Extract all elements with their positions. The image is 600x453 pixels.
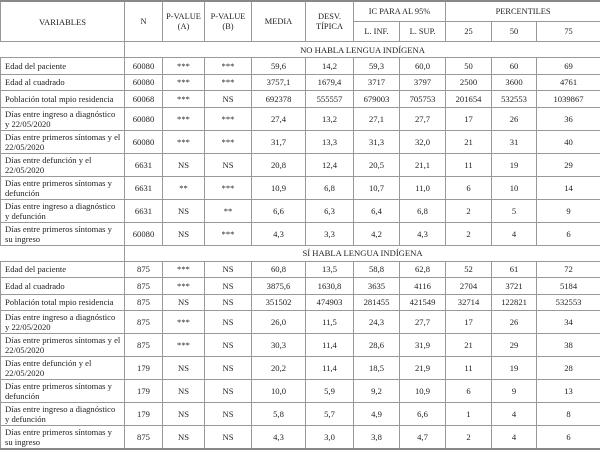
table-cell: 5184 (537, 278, 600, 295)
table-row (1, 311, 600, 334)
table-cell: 24,3 (354, 311, 400, 334)
table-cell: 60,0 (400, 58, 446, 75)
table-cell: 6 (446, 380, 492, 403)
table-cell: 60080 (125, 130, 163, 153)
table-cell: 17 (446, 311, 492, 334)
table-cell: 10,9 (400, 380, 446, 403)
table-cell: 18,5 (354, 357, 400, 380)
table-cell: 29 (537, 153, 600, 176)
table-cell: NS (163, 294, 205, 311)
table-cell: 4761 (537, 74, 600, 91)
table-cell: 6,6 (252, 199, 306, 222)
table-cell: 179 (125, 357, 163, 380)
table-cell: 11,0 (400, 176, 446, 199)
table-cell: NS (205, 261, 252, 278)
variable-name: Días entre ingreso a diagnóstico y defunción (1, 403, 125, 426)
header-desv-line1: DESV. (318, 11, 341, 21)
section-row (1, 42, 600, 58)
header-p50: 50 (492, 22, 537, 42)
table-cell: ** (205, 199, 252, 222)
table-cell: 6,8 (306, 176, 354, 199)
table-cell: 179 (125, 380, 163, 403)
table-cell: NS (163, 380, 205, 403)
table-cell: NS (205, 153, 252, 176)
table-cell: 5 (492, 199, 537, 222)
table-cell: 60068 (125, 91, 163, 108)
table-cell: 2 (446, 426, 492, 450)
table-row (1, 294, 600, 311)
table-cell: 30,3 (252, 334, 306, 357)
table-row (1, 91, 600, 108)
table-cell: 6,6 (400, 403, 446, 426)
header-p-value-a-line2: (A) (177, 21, 190, 31)
table-cell: NS (205, 311, 252, 334)
table-cell: 875 (125, 334, 163, 357)
table-cell: 281455 (354, 294, 400, 311)
table-cell: 532553 (537, 294, 600, 311)
table-cell: 13,3 (306, 130, 354, 153)
table-row (1, 380, 600, 403)
table-cell: 705753 (400, 91, 446, 108)
section-blank-cell (1, 42, 125, 58)
table-cell: NS (205, 403, 252, 426)
table-cell: *** (163, 311, 205, 334)
variable-name: Población total mpio residencia (1, 294, 125, 311)
variable-name: Días entre ingreso a diagnóstico y 22/05/2020 (1, 107, 125, 130)
table-cell: 60080 (125, 222, 163, 245)
table-cell: 4 (492, 403, 537, 426)
header-ic: IC PARA AL 95% (354, 1, 446, 22)
table-header (1, 1, 600, 42)
table-cell: 19 (492, 357, 537, 380)
table-cell: 875 (125, 426, 163, 450)
table-cell: *** (163, 278, 205, 295)
table-cell: NS (163, 403, 205, 426)
table-cell: 3875,6 (252, 278, 306, 295)
table-cell: NS (163, 426, 205, 450)
table-cell: 21 (446, 130, 492, 153)
table-cell: 36 (537, 107, 600, 130)
header-desv-line2: TÍPICA (316, 21, 343, 31)
table-cell: 3600 (492, 74, 537, 91)
header-p-value-b-line1: P-VALUE (210, 11, 246, 21)
header-media: MEDIA (252, 1, 306, 42)
variable-name: Días entre primeros síntomas y su ingreso (1, 222, 125, 245)
header-p-value-a-line1: P-VALUE (166, 11, 201, 21)
table-cell: 1630,8 (306, 278, 354, 295)
table-row (1, 199, 600, 222)
table-cell: 28,6 (354, 334, 400, 357)
table-cell: NS (205, 294, 252, 311)
table-cell: 13 (537, 380, 600, 403)
table-cell: 1039867 (537, 91, 600, 108)
table-cell: 3721 (492, 278, 537, 295)
table-cell: 13,5 (306, 261, 354, 278)
header-p-value-b-line2: (B) (222, 21, 234, 31)
variable-name: Edad del paciente (1, 58, 125, 75)
table-cell: 61 (492, 261, 537, 278)
header-desv-tipica (306, 1, 354, 42)
table-cell: 69 (537, 58, 600, 75)
table-cell: *** (163, 91, 205, 108)
table-cell: 11,4 (306, 334, 354, 357)
table-cell: 27,4 (252, 107, 306, 130)
table-cell: 6,4 (354, 199, 400, 222)
variable-name: Días entre defunción y el 22/05/2020 (1, 153, 125, 176)
table-cell: 4,3 (252, 426, 306, 450)
table-cell: 26 (492, 107, 537, 130)
table-cell: 8 (537, 403, 600, 426)
table-cell: 52 (446, 261, 492, 278)
table-cell: 3,3 (306, 222, 354, 245)
table-cell: 58,8 (354, 261, 400, 278)
table-cell: 62,8 (400, 261, 446, 278)
table-cell: *** (163, 74, 205, 91)
table-cell: 679003 (354, 91, 400, 108)
table-cell: 20,8 (252, 153, 306, 176)
table-cell: 3,0 (306, 426, 354, 450)
table-cell: 3,8 (354, 426, 400, 450)
table-cell: NS (163, 153, 205, 176)
table-cell: 6 (446, 176, 492, 199)
table-cell: 555557 (306, 91, 354, 108)
table-cell: *** (163, 58, 205, 75)
section-title: SÍ HABLA LENGUA INDÍGENA (125, 245, 600, 261)
variable-name: Días entre ingreso a diagnóstico y 22/05/2020 (1, 311, 125, 334)
table-cell: 4,7 (400, 426, 446, 450)
table-cell: 4,3 (252, 222, 306, 245)
header-p75: 75 (537, 22, 600, 42)
table-cell: *** (205, 58, 252, 75)
table-row (1, 153, 600, 176)
table-cell: NS (205, 91, 252, 108)
section-title: NO HABLA LENGUA INDÍGENA (125, 42, 600, 58)
table-cell: 351502 (252, 294, 306, 311)
table-cell: 60080 (125, 58, 163, 75)
table-cell: 6 (537, 426, 600, 450)
table-cell: 10,9 (252, 176, 306, 199)
table-cell: 3797 (400, 74, 446, 91)
variable-name: Edad al cuadrado (1, 74, 125, 91)
table-cell: 4,2 (354, 222, 400, 245)
table-cell: NS (205, 380, 252, 403)
section-row (1, 245, 600, 261)
table-cell: 28 (537, 357, 600, 380)
table-body (1, 42, 600, 450)
table-cell: 9,2 (354, 380, 400, 403)
table-cell: 38 (537, 334, 600, 357)
table-cell: 1679,4 (306, 74, 354, 91)
table-cell: 20,5 (354, 153, 400, 176)
table-cell: 19 (492, 153, 537, 176)
table-cell: 5,9 (306, 380, 354, 403)
table-cell: 532553 (492, 91, 537, 108)
table-cell: 6631 (125, 153, 163, 176)
table-cell: 40 (537, 130, 600, 153)
table-cell: 32,0 (400, 130, 446, 153)
table-row (1, 426, 600, 450)
table-cell: 60080 (125, 107, 163, 130)
header-n: N (125, 1, 163, 42)
table-cell: 875 (125, 261, 163, 278)
table-cell: NS (205, 334, 252, 357)
table-row (1, 403, 600, 426)
table-cell: 12,4 (306, 153, 354, 176)
header-p25: 25 (446, 22, 492, 42)
table-cell: *** (163, 334, 205, 357)
table-cell: 10,7 (354, 176, 400, 199)
variable-name: Días entre primeros síntomas y su ingreso (1, 426, 125, 450)
table-cell: 31,7 (252, 130, 306, 153)
table-cell: 31 (492, 130, 537, 153)
table-cell: 4 (492, 222, 537, 245)
table-cell: 1 (446, 403, 492, 426)
table-cell: NS (205, 278, 252, 295)
table-cell: 4116 (400, 278, 446, 295)
variable-name: Población total mpio residencia (1, 91, 125, 108)
table-row (1, 58, 600, 75)
table-cell: 31,3 (354, 130, 400, 153)
table-row (1, 357, 600, 380)
table-cell: 875 (125, 278, 163, 295)
table-cell: 27,7 (400, 311, 446, 334)
table-cell: 5,7 (306, 403, 354, 426)
table-cell: 34 (537, 311, 600, 334)
table-cell: 3717 (354, 74, 400, 91)
table-cell: 11 (446, 153, 492, 176)
table-cell: 6631 (125, 176, 163, 199)
variable-name: Días entre primeros síntomas y defunción (1, 176, 125, 199)
table-row (1, 222, 600, 245)
table-cell: 4 (492, 426, 537, 450)
table-cell: 201654 (446, 91, 492, 108)
header-percentiles: PERCENTILES (446, 1, 600, 22)
table-cell: 60,8 (252, 261, 306, 278)
table-cell: 32714 (446, 294, 492, 311)
table-cell: 21,9 (400, 357, 446, 380)
table-cell: 60 (492, 58, 537, 75)
variable-name: Días entre primeros síntomas y el 22/05/2020 (1, 130, 125, 153)
table-cell: 14 (537, 176, 600, 199)
table-cell: 875 (125, 311, 163, 334)
table-cell: 421549 (400, 294, 446, 311)
table-cell: 50 (446, 58, 492, 75)
table-row (1, 176, 600, 199)
table-cell: *** (205, 74, 252, 91)
table-cell: 21 (446, 334, 492, 357)
table-cell: 26,0 (252, 311, 306, 334)
table-cell: NS (163, 357, 205, 380)
table-cell: 20,2 (252, 357, 306, 380)
table-cell: 72 (537, 261, 600, 278)
table-cell: 6 (537, 222, 600, 245)
table-cell: *** (163, 107, 205, 130)
header-l-sup: L. SUP. (400, 22, 446, 42)
table-cell: 2500 (446, 74, 492, 91)
variable-name: Días entre defunción y el 22/05/2020 (1, 357, 125, 380)
table-row (1, 278, 600, 295)
table-cell: 2704 (446, 278, 492, 295)
table-cell: ** (163, 176, 205, 199)
table-cell: 9 (537, 199, 600, 222)
table-cell: 875 (125, 294, 163, 311)
table-cell: 474903 (306, 294, 354, 311)
table-cell: *** (205, 107, 252, 130)
header-variables: VARIABLES (1, 1, 125, 42)
table-cell: 27,1 (354, 107, 400, 130)
table-cell: NS (163, 222, 205, 245)
table-cell: 11 (446, 357, 492, 380)
table-cell: 31,9 (400, 334, 446, 357)
table-cell: *** (163, 130, 205, 153)
table-cell: 6,8 (400, 199, 446, 222)
header-l-inf: L. INF. (354, 22, 400, 42)
table-cell: 21,1 (400, 153, 446, 176)
table-cell: 4,9 (354, 403, 400, 426)
table-cell: 11,4 (306, 357, 354, 380)
table-cell: NS (205, 357, 252, 380)
variable-name: Días entre primeros síntomas y el 22/05/2020 (1, 334, 125, 357)
table-cell: 3635 (354, 278, 400, 295)
table-row (1, 107, 600, 130)
table-row (1, 74, 600, 91)
table-cell: 10 (492, 176, 537, 199)
table-row (1, 261, 600, 278)
variable-name: Edad del paciente (1, 261, 125, 278)
table-cell: *** (163, 261, 205, 278)
table-cell: 6631 (125, 199, 163, 222)
variable-name: Días entre primeros síntomas y defunción (1, 380, 125, 403)
table-cell: 2 (446, 199, 492, 222)
table-row (1, 130, 600, 153)
table-cell: 6,3 (306, 199, 354, 222)
table-cell: 692378 (252, 91, 306, 108)
variable-name: Edad al cuadrado (1, 278, 125, 295)
table-cell: 9 (492, 380, 537, 403)
table-cell: NS (163, 199, 205, 222)
table-cell: 11,5 (306, 311, 354, 334)
table-row (1, 334, 600, 357)
table-cell: 5,8 (252, 403, 306, 426)
table-cell: 13,2 (306, 107, 354, 130)
table-cell: 10,0 (252, 380, 306, 403)
table-cell: 4,3 (400, 222, 446, 245)
table-cell: NS (205, 426, 252, 450)
table-cell: 122821 (492, 294, 537, 311)
table-cell: 2 (446, 222, 492, 245)
table-cell: 59,6 (252, 58, 306, 75)
table-cell: 60080 (125, 74, 163, 91)
table-cell: 26 (492, 311, 537, 334)
section-blank-cell (1, 245, 125, 261)
table-cell: *** (205, 222, 252, 245)
table-cell: *** (205, 130, 252, 153)
table-cell: 59,3 (354, 58, 400, 75)
variable-name: Días entre ingreso a diagnóstico y defunción (1, 199, 125, 222)
table-cell: 29 (492, 334, 537, 357)
header-p-value-a (163, 1, 205, 42)
table-cell: 14,2 (306, 58, 354, 75)
table-cell: 17 (446, 107, 492, 130)
table-cell: 3757,1 (252, 74, 306, 91)
header-p-value-b (205, 1, 252, 42)
table-cell: 179 (125, 403, 163, 426)
table-cell: 27,7 (400, 107, 446, 130)
table-cell: *** (205, 176, 252, 199)
